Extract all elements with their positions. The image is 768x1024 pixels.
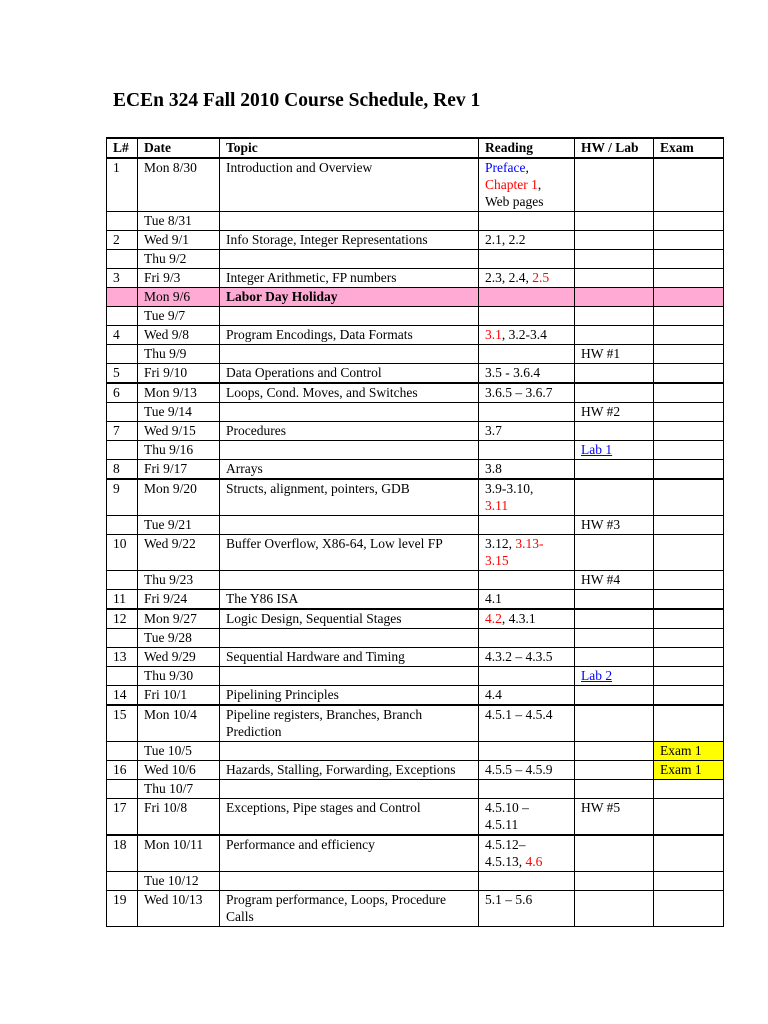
reading-cell bbox=[479, 535, 575, 571]
date-cell: Mon 9/13 bbox=[138, 383, 220, 403]
exam-cell: Exam 1 bbox=[654, 761, 724, 780]
reading-text: 3.8 bbox=[485, 461, 502, 476]
lecture-number: 4 bbox=[107, 326, 138, 345]
reading-text: 3.7 bbox=[485, 423, 502, 438]
topic-cell: Program Encodings, Data Formats bbox=[220, 326, 479, 345]
exam-cell bbox=[654, 326, 724, 345]
table-row bbox=[107, 742, 724, 761]
holiday-label: Labor Day Holiday bbox=[220, 288, 479, 307]
reading-cell bbox=[479, 269, 575, 288]
topic-cell: Sequential Hardware and Timing bbox=[220, 648, 479, 667]
reading-text: Web pages bbox=[485, 194, 544, 209]
reading-text: Chapter 1 bbox=[485, 177, 538, 192]
table-row bbox=[107, 441, 724, 460]
exam-cell bbox=[654, 441, 724, 460]
topic-cell: Data Operations and Control bbox=[220, 364, 479, 384]
lecture-number bbox=[107, 307, 138, 326]
exam-cell bbox=[654, 891, 724, 927]
lecture-number: 7 bbox=[107, 422, 138, 441]
reading-cell bbox=[479, 609, 575, 629]
reading-text: 5.1 – 5.6 bbox=[485, 892, 533, 907]
schedule-body bbox=[107, 158, 724, 927]
exam-cell bbox=[654, 799, 724, 836]
hw-lab-cell bbox=[575, 667, 654, 686]
table-row bbox=[107, 383, 724, 403]
reading-text: 4.2 bbox=[485, 611, 502, 626]
hw-lab-cell bbox=[575, 629, 654, 648]
date-cell: Wed 9/29 bbox=[138, 648, 220, 667]
hw-lab-cell bbox=[575, 479, 654, 516]
date-cell: Mon 10/4 bbox=[138, 705, 220, 742]
reading-cell bbox=[479, 479, 575, 516]
reading-cell bbox=[479, 667, 575, 686]
exam-cell bbox=[654, 383, 724, 403]
table-row bbox=[107, 364, 724, 384]
exam-cell bbox=[654, 364, 724, 384]
table-row bbox=[107, 835, 724, 872]
table-row bbox=[107, 326, 724, 345]
holiday-row bbox=[107, 288, 724, 307]
exam-cell bbox=[654, 422, 724, 441]
exam-cell bbox=[654, 479, 724, 516]
exam-cell bbox=[654, 571, 724, 590]
date-cell: Fri 10/1 bbox=[138, 686, 220, 706]
hw-lab-cell bbox=[575, 441, 654, 460]
exam-cell bbox=[654, 516, 724, 535]
exam-cell bbox=[654, 212, 724, 231]
exam-cell bbox=[654, 158, 724, 212]
reading-text: 3.9-3.10, bbox=[485, 481, 534, 496]
reading-text: 4.6 bbox=[525, 854, 543, 869]
topic-cell: Introduction and Overview bbox=[220, 158, 479, 212]
table-row bbox=[107, 250, 724, 269]
date-cell: Wed 9/15 bbox=[138, 422, 220, 441]
reading-cell bbox=[479, 288, 575, 307]
reading-cell bbox=[479, 364, 575, 384]
lecture-number bbox=[107, 516, 138, 535]
reading-text: 4.5.12– bbox=[485, 837, 526, 852]
exam-cell: Exam 1 bbox=[654, 742, 724, 761]
table-row bbox=[107, 799, 724, 836]
reading-cell bbox=[479, 629, 575, 648]
table-row bbox=[107, 212, 724, 231]
reading-text: 4.5.11 bbox=[485, 817, 519, 832]
date-cell: Mon 9/20 bbox=[138, 479, 220, 516]
exam-cell bbox=[654, 872, 724, 891]
table-row bbox=[107, 345, 724, 364]
lecture-number: 11 bbox=[107, 590, 138, 610]
table-row bbox=[107, 872, 724, 891]
date-cell: Tue 9/7 bbox=[138, 307, 220, 326]
reading-text: 2.3, 2.4, bbox=[485, 270, 533, 285]
course-schedule-table bbox=[106, 137, 724, 927]
topic-cell bbox=[220, 212, 479, 231]
exam-cell bbox=[654, 648, 724, 667]
exam-cell bbox=[654, 307, 724, 326]
hw-lab-cell bbox=[575, 307, 654, 326]
exam-cell bbox=[654, 780, 724, 799]
topic-cell bbox=[220, 742, 479, 761]
reading-text: Preface bbox=[485, 160, 526, 175]
lecture-number: 15 bbox=[107, 705, 138, 742]
lecture-number: 9 bbox=[107, 479, 138, 516]
reading-cell bbox=[479, 516, 575, 535]
date-cell: Thu 9/2 bbox=[138, 250, 220, 269]
lecture-number bbox=[107, 780, 138, 799]
date-cell: Tue 9/14 bbox=[138, 403, 220, 422]
topic-cell bbox=[220, 571, 479, 590]
lecture-number: 2 bbox=[107, 231, 138, 250]
hw-lab-cell bbox=[575, 609, 654, 629]
reading-cell bbox=[479, 571, 575, 590]
reading-cell bbox=[479, 705, 575, 742]
date-cell: Thu 9/23 bbox=[138, 571, 220, 590]
lecture-number: 17 bbox=[107, 799, 138, 836]
topic-cell: Buffer Overflow, X86-64, Low level FP bbox=[220, 535, 479, 571]
hw-lab-cell: HW #3 bbox=[575, 516, 654, 535]
reading-text: 2.1, 2.2 bbox=[485, 232, 526, 247]
date-cell: Thu 9/30 bbox=[138, 667, 220, 686]
reading-text: 4.4 bbox=[485, 687, 502, 702]
table-row bbox=[107, 231, 724, 250]
reading-cell bbox=[479, 686, 575, 706]
table-row bbox=[107, 571, 724, 590]
reading-cell bbox=[479, 780, 575, 799]
date-cell: Thu 9/16 bbox=[138, 441, 220, 460]
topic-cell: Performance and efficiency bbox=[220, 835, 479, 872]
reading-cell bbox=[479, 742, 575, 761]
hw-lab-cell bbox=[575, 250, 654, 269]
hw-lab-cell bbox=[575, 535, 654, 571]
lecture-number: 13 bbox=[107, 648, 138, 667]
lecture-number: 12 bbox=[107, 609, 138, 629]
reading-cell bbox=[479, 345, 575, 364]
table-row bbox=[107, 761, 724, 780]
exam-cell bbox=[654, 590, 724, 610]
header-hw-lab: HW / Lab bbox=[575, 138, 654, 158]
topic-cell bbox=[220, 780, 479, 799]
table-row bbox=[107, 590, 724, 610]
reading-cell bbox=[479, 761, 575, 780]
table-row bbox=[107, 686, 724, 706]
lecture-number bbox=[107, 742, 138, 761]
hw-lab-cell bbox=[575, 364, 654, 384]
lecture-number bbox=[107, 403, 138, 422]
lecture-number bbox=[107, 345, 138, 364]
reading-text: 2.5 bbox=[532, 270, 550, 285]
exam-cell bbox=[654, 667, 724, 686]
reading-text: 3.11 bbox=[485, 498, 509, 513]
reading-cell bbox=[479, 799, 575, 836]
reading-text: , bbox=[525, 160, 529, 175]
lecture-number bbox=[107, 872, 138, 891]
lecture-number: 16 bbox=[107, 761, 138, 780]
hw-lab-cell bbox=[575, 742, 654, 761]
exam-cell bbox=[654, 231, 724, 250]
topic-cell: Hazards, Stalling, Forwarding, Exceptions bbox=[220, 761, 479, 780]
reading-text: 4.3.2 – 4.3.5 bbox=[485, 649, 553, 664]
reading-cell bbox=[479, 158, 575, 212]
reading-cell bbox=[479, 460, 575, 480]
topic-cell: Procedures bbox=[220, 422, 479, 441]
table-row bbox=[107, 705, 724, 742]
table-row bbox=[107, 780, 724, 799]
topic-cell bbox=[220, 516, 479, 535]
date-cell: Wed 9/8 bbox=[138, 326, 220, 345]
topic-cell bbox=[220, 872, 479, 891]
date-cell: Fri 9/17 bbox=[138, 460, 220, 480]
lecture-number bbox=[107, 571, 138, 590]
table-row bbox=[107, 479, 724, 516]
date-cell: Mon 9/27 bbox=[138, 609, 220, 629]
reading-text: 3.12, bbox=[485, 536, 516, 551]
reading-text: , 3.2-3.4 bbox=[501, 327, 547, 342]
reading-cell bbox=[479, 891, 575, 927]
reading-cell bbox=[479, 250, 575, 269]
table-row bbox=[107, 891, 724, 927]
hw-lab-cell bbox=[575, 422, 654, 441]
date-cell: Fri 9/3 bbox=[138, 269, 220, 288]
header-lnum: L# bbox=[107, 138, 138, 158]
header-reading: Reading bbox=[479, 138, 575, 158]
topic-cell: Logic Design, Sequential Stages bbox=[220, 609, 479, 629]
table-row bbox=[107, 609, 724, 629]
exam-cell bbox=[654, 705, 724, 742]
hw-lab-cell bbox=[575, 326, 654, 345]
reading-cell bbox=[479, 872, 575, 891]
date-cell: Fri 9/24 bbox=[138, 590, 220, 610]
lecture-number bbox=[107, 667, 138, 686]
table-row bbox=[107, 158, 724, 212]
table-row bbox=[107, 535, 724, 571]
topic-cell: Structs, alignment, pointers, GDB bbox=[220, 479, 479, 516]
table-row bbox=[107, 516, 724, 535]
hw-lab-cell bbox=[575, 648, 654, 667]
reading-text: 3.6.5 – 3.6.7 bbox=[485, 385, 553, 400]
topic-cell: Info Storage, Integer Representations bbox=[220, 231, 479, 250]
hw-lab-cell bbox=[575, 780, 654, 799]
lecture-number bbox=[107, 250, 138, 269]
exam-cell bbox=[654, 250, 724, 269]
date-cell: Wed 10/13 bbox=[138, 891, 220, 927]
exam-cell bbox=[654, 686, 724, 706]
hw-lab-cell: HW #2 bbox=[575, 403, 654, 422]
hw-lab-cell bbox=[575, 872, 654, 891]
hw-lab-cell: HW #5 bbox=[575, 799, 654, 836]
reading-cell bbox=[479, 441, 575, 460]
lecture-number: 10 bbox=[107, 535, 138, 571]
reading-cell bbox=[479, 326, 575, 345]
topic-cell: Program performance, Loops, Procedure Calls bbox=[220, 891, 479, 927]
topic-cell: Pipeline registers, Branches, Branch Prediction bbox=[220, 705, 479, 742]
reading-cell bbox=[479, 383, 575, 403]
reading-text: 4.5.10 – bbox=[485, 800, 529, 815]
lecture-number bbox=[107, 441, 138, 460]
table-header-row bbox=[107, 138, 724, 158]
document-title: ECEn 324 Fall 2010 Course Schedule, Rev 1 bbox=[113, 90, 481, 111]
table-row bbox=[107, 648, 724, 667]
reading-text: 3.5 - 3.6.4 bbox=[485, 365, 541, 380]
header-exam: Exam bbox=[654, 138, 724, 158]
table-row bbox=[107, 629, 724, 648]
topic-cell: Exceptions, Pipe stages and Control bbox=[220, 799, 479, 836]
reading-text: 3.15 bbox=[485, 553, 509, 568]
topic-cell: Pipelining Principles bbox=[220, 686, 479, 706]
topic-cell bbox=[220, 345, 479, 364]
reading-cell bbox=[479, 648, 575, 667]
hw-lab-cell: HW #1 bbox=[575, 345, 654, 364]
exam-cell bbox=[654, 269, 724, 288]
table-row bbox=[107, 667, 724, 686]
topic-cell bbox=[220, 307, 479, 326]
hw-lab-cell bbox=[575, 590, 654, 610]
hw-lab-cell bbox=[575, 212, 654, 231]
topic-cell bbox=[220, 629, 479, 648]
hw-lab-cell bbox=[575, 460, 654, 480]
date-cell: Mon 10/11 bbox=[138, 835, 220, 872]
topic-cell: Loops, Cond. Moves, and Switches bbox=[220, 383, 479, 403]
lecture-number: 5 bbox=[107, 364, 138, 384]
table-row bbox=[107, 269, 724, 288]
date-cell: Wed 9/1 bbox=[138, 231, 220, 250]
lecture-number bbox=[107, 629, 138, 648]
exam-cell bbox=[654, 609, 724, 629]
reading-cell bbox=[479, 590, 575, 610]
date-cell: Fri 9/10 bbox=[138, 364, 220, 384]
lecture-number: 18 bbox=[107, 835, 138, 872]
date-cell: Wed 9/22 bbox=[138, 535, 220, 571]
table-row bbox=[107, 403, 724, 422]
header-date: Date bbox=[138, 138, 220, 158]
reading-cell bbox=[479, 231, 575, 250]
hw-lab-cell bbox=[575, 269, 654, 288]
hw-lab-cell bbox=[575, 158, 654, 212]
exam-cell bbox=[654, 629, 724, 648]
exam-cell bbox=[654, 288, 724, 307]
hw-lab-cell: HW #4 bbox=[575, 571, 654, 590]
reading-cell bbox=[479, 422, 575, 441]
hw-lab-cell bbox=[575, 891, 654, 927]
date-cell: Wed 10/6 bbox=[138, 761, 220, 780]
reading-text: , 4.3.1 bbox=[501, 611, 536, 626]
hw-lab-cell bbox=[575, 383, 654, 403]
hw-lab-cell bbox=[575, 231, 654, 250]
lecture-number: 8 bbox=[107, 460, 138, 480]
date-cell: Mon 8/30 bbox=[138, 158, 220, 212]
header-topic: Topic bbox=[220, 138, 479, 158]
topic-cell bbox=[220, 250, 479, 269]
lecture-number: 14 bbox=[107, 686, 138, 706]
hw-lab-cell bbox=[575, 761, 654, 780]
date-cell: Tue 10/5 bbox=[138, 742, 220, 761]
reading-text: 4.5.5 – 4.5.9 bbox=[485, 762, 553, 777]
lab-link[interactable]: Lab 2 bbox=[581, 668, 613, 683]
topic-cell bbox=[220, 667, 479, 686]
lecture-number: 3 bbox=[107, 269, 138, 288]
date-cell: Fri 10/8 bbox=[138, 799, 220, 836]
exam-cell bbox=[654, 345, 724, 364]
hw-lab-cell bbox=[575, 288, 654, 307]
lecture-number: 1 bbox=[107, 158, 138, 212]
date-cell: Tue 10/12 bbox=[138, 872, 220, 891]
topic-cell: Arrays bbox=[220, 460, 479, 480]
topic-cell: The Y86 ISA bbox=[220, 590, 479, 610]
hw-lab-cell bbox=[575, 835, 654, 872]
reading-cell bbox=[479, 403, 575, 422]
reading-text: 3.13- bbox=[515, 536, 544, 551]
reading-text: 4.1 bbox=[485, 591, 502, 606]
table-row bbox=[107, 460, 724, 480]
date-cell: Tue 9/21 bbox=[138, 516, 220, 535]
table-row bbox=[107, 307, 724, 326]
reading-text: 3.1 bbox=[485, 327, 502, 342]
lecture-number: 6 bbox=[107, 383, 138, 403]
topic-cell bbox=[220, 441, 479, 460]
date-cell: Mon 9/6 bbox=[138, 288, 220, 307]
exam-cell bbox=[654, 835, 724, 872]
topic-cell: Integer Arithmetic, FP numbers bbox=[220, 269, 479, 288]
reading-cell bbox=[479, 307, 575, 326]
exam-cell bbox=[654, 403, 724, 422]
reading-text: , bbox=[537, 177, 542, 192]
lecture-number: 19 bbox=[107, 891, 138, 927]
date-cell: Tue 9/28 bbox=[138, 629, 220, 648]
reading-cell bbox=[479, 835, 575, 872]
table-row bbox=[107, 422, 724, 441]
hw-lab-cell bbox=[575, 705, 654, 742]
date-cell: Thu 9/9 bbox=[138, 345, 220, 364]
exam-cell bbox=[654, 460, 724, 480]
reading-cell bbox=[479, 212, 575, 231]
date-cell: Thu 10/7 bbox=[138, 780, 220, 799]
date-cell: Tue 8/31 bbox=[138, 212, 220, 231]
reading-text: 4.5.13, bbox=[485, 854, 526, 869]
lecture-number bbox=[107, 212, 138, 231]
exam-cell bbox=[654, 535, 724, 571]
topic-cell bbox=[220, 403, 479, 422]
lab-link[interactable]: Lab 1 bbox=[581, 442, 613, 457]
lecture-number bbox=[107, 288, 138, 307]
hw-lab-cell bbox=[575, 686, 654, 706]
reading-text: 4.5.1 – 4.5.4 bbox=[485, 707, 553, 722]
